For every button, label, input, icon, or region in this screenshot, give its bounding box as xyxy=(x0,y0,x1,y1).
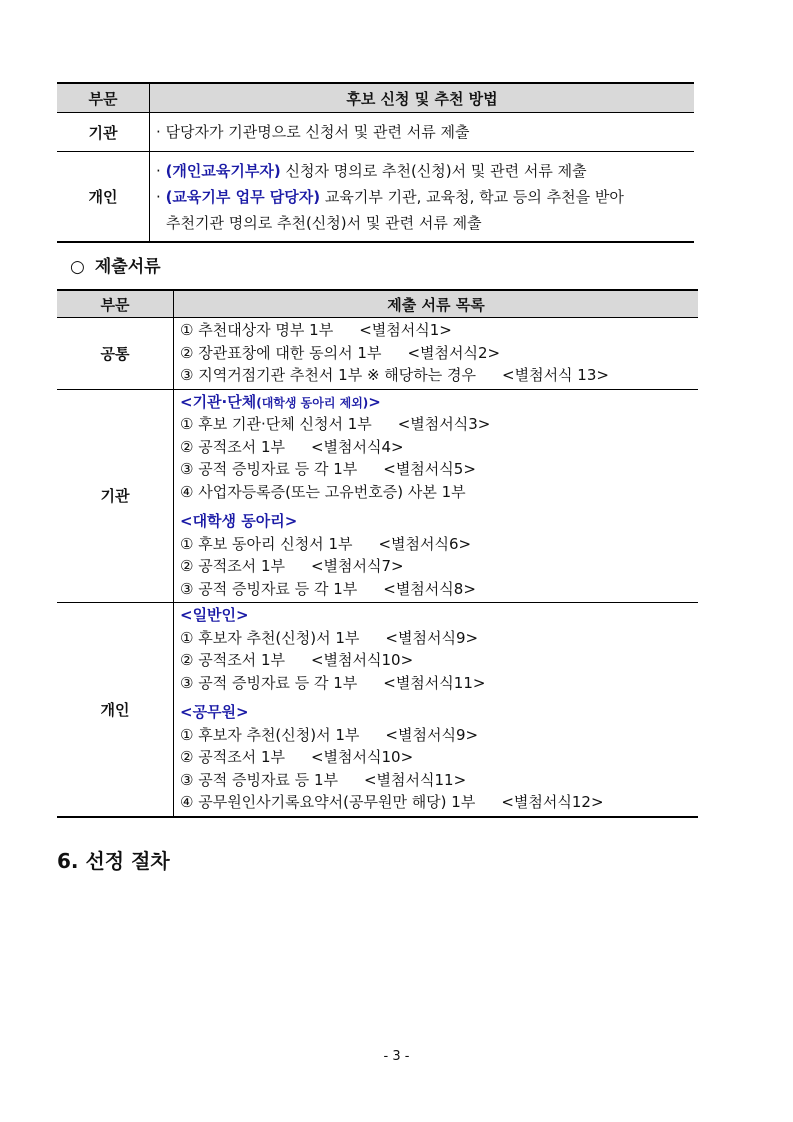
form-ref: <별첨서식4> xyxy=(310,437,404,456)
spacer xyxy=(180,694,698,701)
circle-bullet-icon: ○ xyxy=(70,257,85,277)
bullet-dot: · xyxy=(156,187,161,206)
document-item xyxy=(180,342,698,365)
documents-table xyxy=(57,289,698,818)
document-item xyxy=(180,578,698,601)
header-documents: 제출 서류 목록 xyxy=(174,290,699,318)
header-category: 부문 xyxy=(57,290,174,318)
document-item xyxy=(180,319,698,342)
form-ref: <별첨서식3> xyxy=(397,415,491,433)
org-method-text: 담당자가 기관명으로 신청서 및 관련 서류 제출 xyxy=(165,123,470,141)
form-ref: <별첨서식9> xyxy=(385,628,479,647)
row-content-org xyxy=(174,389,699,603)
document-item xyxy=(180,791,698,814)
form-ref: <별첨서식 13> xyxy=(502,366,609,384)
table-row xyxy=(57,318,698,390)
form-ref: <별첨서식2> xyxy=(407,343,501,362)
table-row xyxy=(57,113,694,152)
method-text: 신청자 명의로 추천(신청)서 및 관련 서류 제출 xyxy=(280,161,587,180)
form-ref: <별첨서식10> xyxy=(310,651,414,669)
document-item xyxy=(180,746,698,769)
document-text: ① 후보 기관·단체 신청서 1부 xyxy=(180,415,372,433)
document-text: ① 후보 동아리 신청서 1부 xyxy=(180,534,353,553)
highlight-label: (교육기부 업무 담당자) xyxy=(165,187,321,206)
document-item xyxy=(180,413,698,436)
row-content-indiv xyxy=(174,603,699,817)
document-text: ③ 공적 증빙자료 등 각 1부 xyxy=(180,579,358,598)
document-text: ① 후보자 추천(신청)서 1부 xyxy=(180,725,360,744)
group-heading-club: <대학생 동아리> xyxy=(180,512,298,530)
section-heading-documents xyxy=(70,252,161,277)
application-method-table xyxy=(57,82,694,243)
document-text: ④ 사업자등록증(또는 고유번호증) 사본 1부 xyxy=(180,482,466,501)
document-item xyxy=(180,481,698,504)
row-label-org: 기관 xyxy=(57,113,150,152)
method-text-continued: 추천기관 명의로 추천(신청)서 및 관련 서류 제출 xyxy=(166,213,482,232)
form-ref: <별첨서식8> xyxy=(383,579,476,598)
form-ref: <별첨서식11> xyxy=(363,770,467,789)
spacer xyxy=(180,503,698,510)
document-item xyxy=(180,555,698,578)
document-text: ③ 공적 증빙자료 등 각 1부 xyxy=(180,673,358,692)
bullet-dot: · xyxy=(156,123,161,141)
group-heading-general: <일반인> xyxy=(180,606,249,624)
row-label-org: 기관 xyxy=(57,389,174,603)
method-text: 교육기부 기관, 교육청, 학교 등의 추천을 받아 xyxy=(320,187,624,206)
form-ref: <별첨서식5> xyxy=(383,460,476,478)
page-number: - 3 - xyxy=(383,1049,410,1064)
header-category: 부문 xyxy=(57,83,150,113)
indiv-method-item xyxy=(156,158,694,184)
document-text: ② 공적조서 1부 xyxy=(180,437,285,456)
document-item xyxy=(180,649,698,672)
document-item xyxy=(180,769,698,792)
document-item xyxy=(180,436,698,459)
document-item xyxy=(180,364,698,387)
document-text: ② 공적조서 1부 xyxy=(180,748,285,766)
document-item xyxy=(180,533,698,556)
header-method: 후보 신청 및 추천 방법 xyxy=(150,83,695,113)
table-header-row xyxy=(57,290,698,318)
document-item xyxy=(180,724,698,747)
table-header-row xyxy=(57,83,694,113)
row-label-indiv: 개인 xyxy=(57,603,174,817)
group-note: (대학생 동아리 제외) xyxy=(256,395,369,410)
indiv-method-item xyxy=(156,184,694,210)
group-heading-org xyxy=(180,391,698,414)
section-title: 제출서류 xyxy=(94,257,161,277)
document-text: ② 장관표창에 대한 동의서 1부 xyxy=(180,343,382,362)
form-ref: <별첨서식6> xyxy=(378,534,472,553)
row-content-indiv xyxy=(150,152,695,243)
row-label-common: 공통 xyxy=(57,318,174,390)
row-content-common xyxy=(174,318,699,390)
form-ref: <별첨서식9> xyxy=(385,725,479,744)
document-text: ③ 공적 증빙자료 등 1부 xyxy=(180,770,338,789)
group-title: <기관·단체 xyxy=(180,392,257,411)
table-row xyxy=(57,152,694,243)
group-title-close: > xyxy=(368,392,381,411)
row-label-indiv: 개인 xyxy=(57,152,150,243)
document-text: ③ 지역거점기관 추천서 1부 ※ 해당하는 경우 xyxy=(180,366,477,384)
document-text: ④ 공무원인사기록요약서(공무원만 해당) 1부 xyxy=(180,793,476,811)
table-row xyxy=(57,389,698,603)
section-heading-selection: 6. 선정 절차 xyxy=(57,849,170,873)
document-item xyxy=(180,627,698,650)
form-ref: <별첨서식7> xyxy=(310,557,404,575)
document-item xyxy=(180,458,698,481)
document-text: ③ 공적 증빙자료 등 각 1부 xyxy=(180,460,358,478)
form-ref: <별첨서식11> xyxy=(383,673,486,692)
group-heading-official: <공무원> xyxy=(180,703,249,721)
table-row xyxy=(57,603,698,817)
highlight-label: (개인교육기부자) xyxy=(165,161,281,180)
document-text: ② 공적조서 1부 xyxy=(180,651,285,669)
bullet-dot: · xyxy=(156,161,161,180)
row-content-org xyxy=(150,113,695,152)
form-ref: <별첨서식12> xyxy=(501,793,604,811)
form-ref: <별첨서식1> xyxy=(359,321,452,339)
document-text: ① 후보자 추천(신청)서 1부 xyxy=(180,628,360,647)
document-text: ② 공적조서 1부 xyxy=(180,557,285,575)
document-text: ① 추천대상자 명부 1부 xyxy=(180,321,334,339)
document-item xyxy=(180,672,698,695)
form-ref: <별첨서식10> xyxy=(310,748,414,766)
